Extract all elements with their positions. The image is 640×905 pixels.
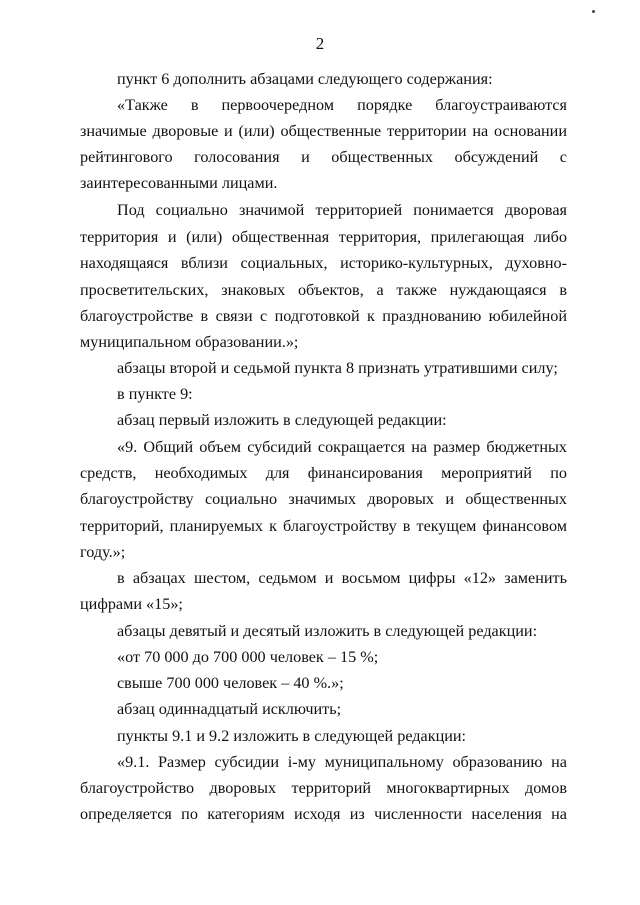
text-line: свыше 700 000 человек – 40 %.»; xyxy=(117,674,344,692)
text-line: «от 70 000 до 700 000 человек – 15 %; xyxy=(117,648,379,666)
text-line: в абзацах шестом, седьмом и восьмом цифры «12» заменить xyxy=(117,569,567,587)
text-line: абзацы второй и седьмой пункта 8 признать утратившими силу; xyxy=(117,359,558,377)
text-line: определяется по категориям исходя из численности населения на xyxy=(80,805,567,823)
text-line: «9.1. Размер субсидии i-му муниципальному образованию на xyxy=(117,753,567,771)
text-line: абзац одиннадцатый исключить; xyxy=(117,700,342,718)
text-line: в пункте 9: xyxy=(117,385,193,403)
text-line: находящаяся вблизи социальных, историко-культурных, духовно- xyxy=(80,254,567,272)
text-line: значимые дворовые и (или) общественные территории на основании xyxy=(80,122,567,140)
text-line: абзацы девятый и десятый изложить в следующей редакции: xyxy=(117,622,538,640)
text-line: Под социально значимой территорией понимается дворовая xyxy=(117,201,567,219)
text-line: благоустройство дворовых территорий многоквартирных домов xyxy=(80,779,567,797)
text-line: территорий, планируемых к благоустройству в текущем финансовом xyxy=(80,517,567,535)
scan-speck xyxy=(592,10,595,13)
text-line: благоустройству социально значимых дворовых и общественных xyxy=(80,490,567,508)
text-line: «Также в первоочередном порядке благоустраиваются xyxy=(117,96,567,114)
text-line: пункты 9.1 и 9.2 изложить в следующей редакции: xyxy=(117,727,467,745)
text-line: территория и (или) общественная территория, прилегающая либо xyxy=(80,228,567,246)
text-line: средств, необходимых для финансирования мероприятий по xyxy=(80,464,567,482)
text-line: цифрами «15»; xyxy=(80,595,183,613)
page-number: 2 xyxy=(315,34,325,53)
text-line: рейтингового голосования и общественных обсуждений с xyxy=(80,148,567,166)
text-line: просветительских, знаковых объектов, а также нуждающаяся в xyxy=(80,281,567,299)
text-line: пункт 6 дополнить абзацами следующего содержания: xyxy=(117,70,493,88)
text-line: «9. Общий объем субсидий сокращается на размер бюджетных xyxy=(117,438,567,456)
text-line: муниципальном образовании.»; xyxy=(80,333,299,351)
text-line: благоустройстве в связи с подготовкой к празднованию юбилейной xyxy=(80,307,567,325)
text-line: заинтересованными лицами. xyxy=(80,174,278,192)
text-line: году.»; xyxy=(80,543,126,561)
text-line: абзац первый изложить в следующей редакции: xyxy=(117,411,447,429)
